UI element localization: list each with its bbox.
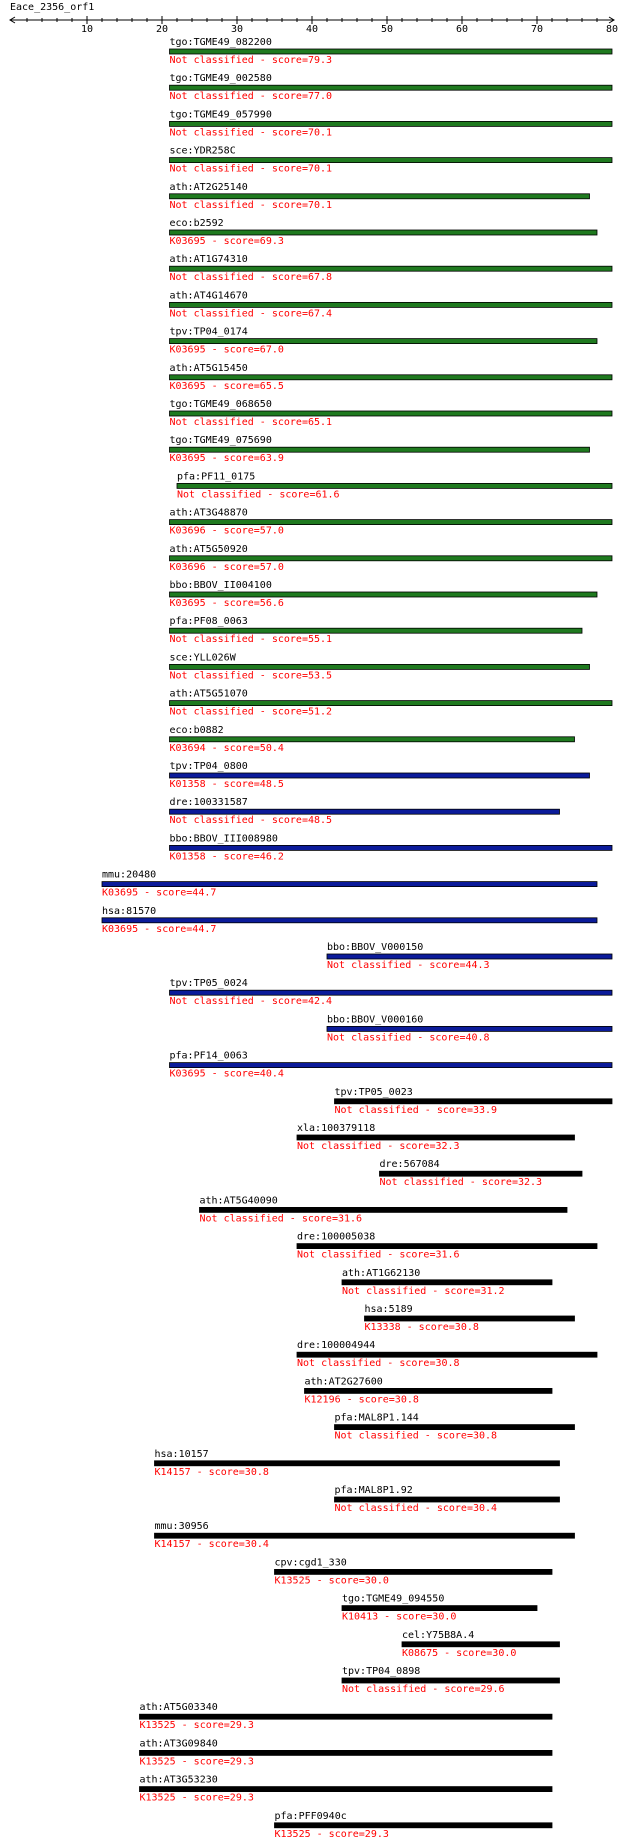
hit-row <box>170 109 613 138</box>
hit-row <box>170 290 613 319</box>
hit-row <box>170 797 560 826</box>
hit-score: Not classified - score=70.1 <box>169 127 333 139</box>
hit-bar[interactable] <box>365 1316 575 1321</box>
hit-name[interactable]: xla:100379118 <box>297 1123 376 1134</box>
hit-bar[interactable] <box>402 1642 560 1647</box>
hit-row <box>297 1340 597 1369</box>
hit-name[interactable]: ath:AT3G09840 <box>139 1738 218 1750</box>
hit-row <box>335 1413 575 1442</box>
hit-bar[interactable] <box>305 1388 553 1393</box>
hit-score: K03695 - score=44.7 <box>102 923 217 935</box>
tick-label: 40 <box>305 24 319 35</box>
tick-label: 10 <box>80 24 94 35</box>
hit-score: K12196 - score=30.8 <box>304 1394 419 1406</box>
hit-bar[interactable] <box>170 375 613 380</box>
hit-bar[interactable] <box>140 1750 553 1755</box>
hit-row <box>170 146 613 175</box>
hit-score: Not classified - score=31.6 <box>199 1213 363 1225</box>
hit-bar[interactable] <box>342 1606 537 1611</box>
hit-bar[interactable] <box>170 628 583 633</box>
hit-score: K01358 - score=48.5 <box>169 779 284 790</box>
hit-name[interactable]: tgo:TGME49_094550 <box>342 1593 445 1605</box>
hit-row <box>170 37 613 66</box>
hit-score: Not classified - score=70.1 <box>169 163 333 175</box>
hit-score: Not classified - score=40.8 <box>327 1032 490 1044</box>
tick-label: 80 <box>605 24 619 35</box>
hit-name[interactable]: bbo:BBOV_V000150 <box>327 942 424 953</box>
hit-score: Not classified - score=65.1 <box>169 417 333 428</box>
hit-bar[interactable] <box>170 1063 613 1068</box>
hit-name[interactable]: eco:b2592 <box>169 218 224 229</box>
hit-bar[interactable] <box>140 1787 553 1792</box>
hit-name[interactable]: ath:AT3G53230 <box>139 1774 218 1786</box>
tick-label: 20 <box>155 24 169 35</box>
hit-row <box>342 1666 560 1695</box>
hit-row <box>170 363 613 392</box>
hit-score: Not classified - score=67.8 <box>169 272 333 284</box>
hit-bar[interactable] <box>140 1714 553 1719</box>
hit-bar[interactable] <box>170 737 575 742</box>
hit-score: K03695 - score=67.0 <box>169 344 284 356</box>
hit-bar[interactable] <box>297 1135 575 1140</box>
hit-name[interactable]: tgo:TGME49_068650 <box>169 399 272 410</box>
hit-name[interactable]: tpv:TP04_0800 <box>169 761 248 772</box>
hit-row <box>155 1449 560 1478</box>
hit-score: Not classified - score=44.3 <box>327 960 490 971</box>
hit-row <box>170 652 590 681</box>
hit-row <box>177 471 612 500</box>
hit-row <box>297 1123 575 1152</box>
hit-score: K14157 - score=30.8 <box>154 1466 269 1478</box>
hit-bar[interactable] <box>170 701 613 706</box>
hit-row <box>365 1304 575 1333</box>
hit-row <box>140 1738 553 1767</box>
hit-score: K03695 - score=63.9 <box>169 453 284 465</box>
hit-name[interactable]: dre:100331587 <box>169 797 248 809</box>
hit-row <box>170 218 598 247</box>
hit-row <box>170 761 590 790</box>
hit-name[interactable]: tgo:TGME49_057990 <box>169 109 272 121</box>
hit-score: Not classified - score=77.0 <box>169 91 333 103</box>
hit-score: K13338 - score=30.8 <box>364 1322 479 1333</box>
hit-row <box>327 942 612 971</box>
hit-row <box>275 1557 553 1586</box>
hit-name[interactable]: ath:AT1G74310 <box>169 254 248 266</box>
hit-row <box>170 399 613 428</box>
hit-bar[interactable] <box>170 158 613 163</box>
hit-row <box>335 1485 560 1514</box>
hit-row <box>170 725 575 754</box>
hit-score: K08675 - score=30.0 <box>402 1647 517 1659</box>
hit-bar[interactable] <box>170 194 590 199</box>
hit-list <box>102 37 612 1840</box>
hit-bar[interactable] <box>170 411 613 416</box>
hit-name[interactable]: tpv:TP04_0898 <box>342 1666 421 1677</box>
hit-name[interactable]: ath:AT2G27600 <box>304 1376 383 1388</box>
hit-bar[interactable] <box>170 845 613 850</box>
hit-row <box>342 1594 537 1623</box>
hit-score: K14157 - score=30.4 <box>154 1539 269 1551</box>
hit-score: Not classified - score=29.6 <box>342 1684 505 1695</box>
hit-name[interactable]: dre:567084 <box>379 1159 440 1171</box>
hit-bar[interactable] <box>297 1352 597 1357</box>
hit-row <box>170 182 590 211</box>
hit-row <box>170 254 613 283</box>
hit-name[interactable]: pfa:PF14_0063 <box>169 1050 248 1062</box>
hit-score: Not classified - score=31.2 <box>342 1285 505 1297</box>
hit-row <box>170 327 598 356</box>
hit-bar[interactable] <box>170 447 590 452</box>
hit-bar[interactable] <box>170 664 590 669</box>
hit-bar[interactable] <box>155 1533 575 1538</box>
hit-row <box>170 1051 613 1080</box>
hit-bar[interactable] <box>170 773 590 778</box>
hit-name[interactable]: ath:AT5G40090 <box>199 1195 278 1207</box>
hit-row <box>170 689 613 718</box>
hit-score: Not classified - score=42.4 <box>169 996 333 1008</box>
hit-score: Not classified - score=30.8 <box>297 1358 460 1370</box>
hit-bar[interactable] <box>170 520 613 525</box>
hit-bar[interactable] <box>170 49 613 54</box>
hit-score: K03695 - score=56.6 <box>169 598 284 609</box>
hit-bar[interactable] <box>380 1171 583 1176</box>
hit-score: K13525 - score=29.3 <box>274 1828 389 1840</box>
hit-name[interactable]: ath:AT3G48870 <box>169 507 248 519</box>
hit-score: Not classified - score=51.2 <box>169 706 333 718</box>
hit-name[interactable]: tgo:TGME49_082200 <box>169 37 272 48</box>
hit-name[interactable]: tgo:TGME49_075690 <box>169 435 272 447</box>
hit-score: K13525 - score=29.3 <box>139 1720 254 1732</box>
hit-score: Not classified - score=79.3 <box>169 55 333 66</box>
hit-name[interactable]: hsa:5189 <box>364 1304 413 1315</box>
hit-row <box>170 580 598 609</box>
hit-row <box>155 1521 575 1550</box>
tick-label: 60 <box>455 24 469 35</box>
hit-row <box>170 833 613 862</box>
hit-bar[interactable] <box>155 1461 560 1466</box>
hit-row <box>170 435 590 464</box>
hit-score: K03694 - score=50.4 <box>169 742 284 754</box>
hit-name[interactable]: ath:AT5G51070 <box>169 688 248 700</box>
hit-score: K03696 - score=57.0 <box>169 561 284 573</box>
hit-row <box>380 1159 583 1188</box>
hit-name[interactable]: ath:AT4G14670 <box>169 290 248 302</box>
hit-bar[interactable] <box>275 1823 553 1828</box>
hit-row <box>275 1811 553 1840</box>
hit-name[interactable]: eco:b0882 <box>169 724 224 736</box>
hit-row <box>140 1702 553 1731</box>
hit-score: K03696 - score=57.0 <box>169 525 284 537</box>
hit-score: K13525 - score=30.0 <box>274 1575 389 1587</box>
hit-bar[interactable] <box>170 121 613 126</box>
hit-bar[interactable] <box>170 556 613 561</box>
hit-row <box>335 1087 613 1116</box>
hit-bar[interactable] <box>102 882 597 887</box>
hit-score: K03695 - score=69.3 <box>169 236 284 247</box>
hit-score: K13525 - score=29.3 <box>139 1792 254 1804</box>
hit-row <box>297 1232 597 1261</box>
hit-name[interactable]: ath:AT5G15450 <box>169 362 248 374</box>
hit-row <box>327 1014 612 1043</box>
hit-score: K10413 - score=30.0 <box>342 1611 457 1623</box>
hit-name[interactable]: tpv:TP05_0024 <box>169 978 248 990</box>
hit-row <box>170 616 583 645</box>
hit-row <box>342 1268 552 1297</box>
hit-score: Not classified - score=67.4 <box>169 308 333 320</box>
hit-bar[interactable] <box>200 1207 568 1212</box>
tick-label: 70 <box>530 24 544 35</box>
hit-name[interactable]: bbo:BBOV_V000160 <box>327 1014 424 1026</box>
hit-score: K03695 - score=40.4 <box>169 1068 284 1080</box>
hit-bar[interactable] <box>342 1280 552 1285</box>
hit-score: K01358 - score=46.2 <box>169 851 284 863</box>
hit-name[interactable]: bbo:BBOV_II004100 <box>169 580 272 591</box>
position-axis <box>10 16 618 35</box>
hit-score: K03695 - score=44.7 <box>102 887 217 899</box>
hit-bar[interactable] <box>335 1099 613 1104</box>
hit-score: Not classified - score=48.5 <box>169 815 333 827</box>
hit-name[interactable]: pfa:MAL8P1.92 <box>334 1485 413 1496</box>
hit-bar[interactable] <box>170 85 613 90</box>
hit-name[interactable]: pfa:MAL8P1.144 <box>334 1412 419 1424</box>
hit-name[interactable]: cel:Y75B8A.4 <box>402 1629 475 1641</box>
hit-score: Not classified - score=55.1 <box>169 634 333 646</box>
hit-bar[interactable] <box>297 1244 597 1249</box>
hit-name[interactable]: tpv:TP04_0174 <box>169 326 248 338</box>
hit-row <box>102 870 597 899</box>
hit-name[interactable]: mmu:30956 <box>154 1521 209 1533</box>
hit-name[interactable]: dre:100005038 <box>297 1231 376 1243</box>
hit-score: Not classified - score=32.3 <box>297 1141 460 1152</box>
hit-bar[interactable] <box>335 1425 575 1430</box>
hit-bar[interactable] <box>170 990 613 995</box>
hit-score: Not classified - score=33.9 <box>334 1104 498 1116</box>
hit-name[interactable]: sce:YLL026W <box>169 652 236 664</box>
hit-bar[interactable] <box>102 918 597 923</box>
hit-name[interactable]: ath:AT1G62130 <box>342 1267 421 1279</box>
hit-score: Not classified - score=70.1 <box>169 199 333 211</box>
hit-name[interactable]: hsa:81570 <box>102 905 157 917</box>
hit-name[interactable]: ath:AT5G03340 <box>139 1702 218 1714</box>
hit-name[interactable]: mmu:20480 <box>102 869 157 881</box>
hit-score: Not classified - score=30.4 <box>334 1503 498 1514</box>
hit-bar[interactable] <box>170 302 613 307</box>
hit-name[interactable]: hsa:10157 <box>154 1448 209 1460</box>
hit-name[interactable]: pfa:PF11_0175 <box>177 471 256 483</box>
hit-bar[interactable] <box>170 230 598 235</box>
hit-bar[interactable] <box>327 954 612 959</box>
hit-name[interactable]: dre:100004944 <box>297 1340 376 1352</box>
hit-row <box>170 73 613 102</box>
hit-score: Not classified - score=61.6 <box>177 489 340 501</box>
hit-name[interactable]: tpv:TP05_0023 <box>334 1086 413 1098</box>
hit-name[interactable]: ath:AT5G50920 <box>169 543 248 555</box>
tick-label: 30 <box>230 24 244 35</box>
hit-name[interactable]: pfa:PF08_0063 <box>169 616 248 628</box>
hit-score: K13525 - score=29.3 <box>139 1756 254 1768</box>
hit-bar[interactable] <box>170 592 598 597</box>
hit-score: Not classified - score=32.3 <box>379 1177 543 1189</box>
hit-name[interactable]: ath:AT2G25140 <box>169 181 248 193</box>
hit-name[interactable]: bbo:BBOV_III008980 <box>169 833 278 845</box>
diagram-title: Eace_2356_orf1 <box>10 2 95 13</box>
hit-row <box>305 1376 553 1405</box>
hit-score: K03695 - score=65.5 <box>169 380 284 392</box>
hit-score: Not classified - score=53.5 <box>169 670 333 682</box>
hit-bar[interactable] <box>275 1569 553 1574</box>
hit-row <box>170 508 613 537</box>
hit-row <box>170 978 613 1007</box>
hit-name[interactable]: tgo:TGME49_002580 <box>169 73 272 85</box>
hit-bar[interactable] <box>170 266 613 271</box>
hit-bar[interactable] <box>170 339 598 344</box>
hit-row <box>140 1775 553 1804</box>
hit-bar[interactable] <box>170 809 560 814</box>
hit-bar[interactable] <box>327 1026 612 1031</box>
hit-name[interactable]: cpv:cgd1_330 <box>274 1557 347 1569</box>
hit-name[interactable]: sce:YDR258C <box>169 145 236 157</box>
hit-score: Not classified - score=30.8 <box>334 1430 498 1442</box>
tick-label: 50 <box>380 24 394 35</box>
hit-name[interactable]: pfa:PFF0940c <box>274 1810 347 1822</box>
hit-row <box>102 906 597 935</box>
hit-row <box>200 1195 568 1224</box>
hit-bar[interactable] <box>177 483 612 488</box>
hit-row <box>402 1630 560 1659</box>
hit-bar[interactable] <box>335 1497 560 1502</box>
hit-bar[interactable] <box>342 1678 560 1683</box>
hit-score: Not classified - score=31.6 <box>297 1249 460 1261</box>
hit-row <box>170 544 613 573</box>
